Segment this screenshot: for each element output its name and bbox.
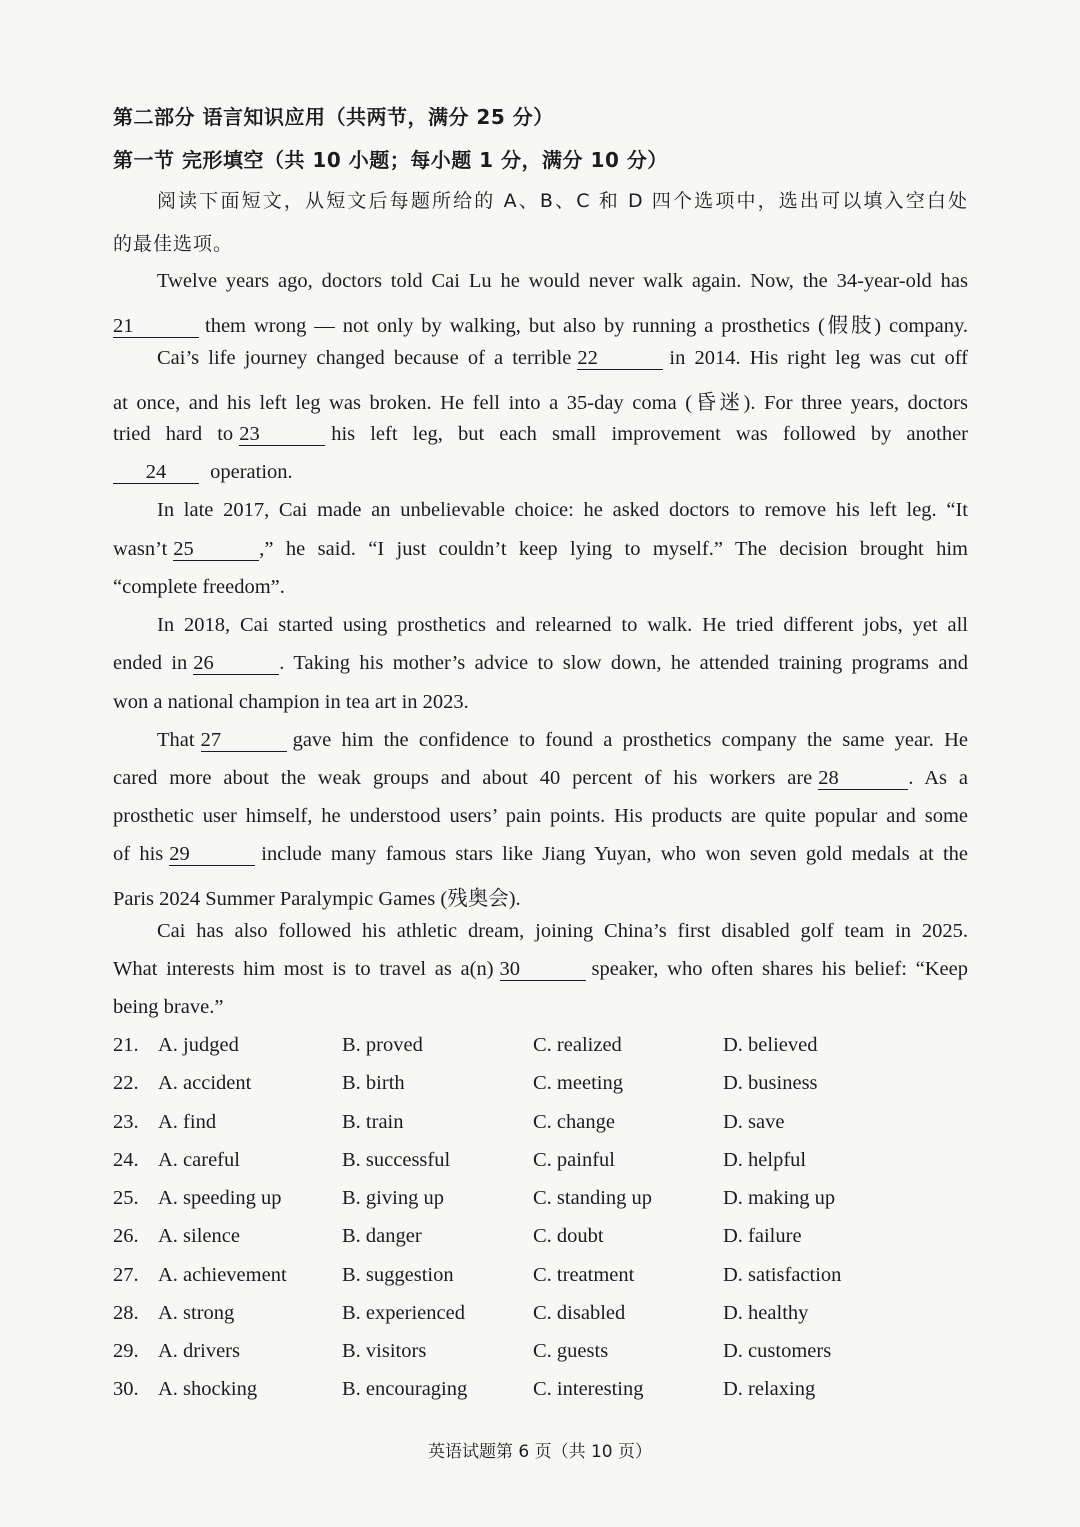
passage-line: Cai’s life journey changed because of a terrible 22 in 2014. His right leg was cut off <box>157 347 968 369</box>
option-d[interactable]: D. save <box>723 1111 785 1133</box>
passage-line: 21 them wrong — not only by walking, but also by running a prosthetics (假肢) company. <box>113 315 968 337</box>
blank-22: 22 <box>577 347 663 370</box>
passage-line: In 2018, Cai started using prosthetics and relearned to walk. He tried different jobs, yet all <box>157 614 968 636</box>
option-d[interactable]: D. satisfaction <box>723 1264 842 1286</box>
option-a[interactable]: A. find <box>158 1111 217 1133</box>
blank-23: 23 <box>239 423 325 446</box>
section-title: 第一节 完形填空（共 10 小题；每小题 1 分，满分 10 分） <box>113 148 668 172</box>
option-a[interactable]: A. speeding up <box>158 1187 282 1209</box>
question-row <box>113 1340 973 1370</box>
option-c[interactable]: C. meeting <box>533 1072 623 1094</box>
passage-line: of his 29 include many famous stars like Jiang Yuyan, who won seven gold medals at the <box>113 843 969 865</box>
option-d[interactable]: D. failure <box>723 1225 802 1247</box>
question-row <box>113 1072 973 1102</box>
option-b[interactable]: B. encouraging <box>342 1378 468 1400</box>
option-c[interactable]: C. guests <box>533 1340 609 1362</box>
question-row <box>113 1378 973 1408</box>
option-b[interactable]: B. visitors <box>342 1340 427 1362</box>
option-a[interactable]: A. accident <box>158 1072 252 1094</box>
blank-21: 21 <box>113 315 199 338</box>
question-row <box>113 1034 973 1064</box>
passage-line: prosthetic user himself, he understood users’ pain points. His products are quite popular and some <box>113 805 968 827</box>
option-c[interactable]: C. painful <box>533 1149 615 1171</box>
question-row <box>113 1149 973 1179</box>
question-row <box>113 1225 973 1255</box>
option-c[interactable]: C. standing up <box>533 1187 653 1209</box>
question-row <box>113 1187 973 1217</box>
question-number: 25. <box>113 1187 139 1209</box>
blank-30: 30 <box>500 958 586 981</box>
passage-line: cared more about the weak groups and about 40 percent of his workers are 28 . As a <box>113 767 969 789</box>
option-d[interactable]: D. customers <box>723 1340 832 1362</box>
option-a[interactable]: A. shocking <box>158 1378 258 1400</box>
option-a[interactable]: A. careful <box>158 1149 240 1171</box>
option-b[interactable]: B. danger <box>342 1225 422 1247</box>
option-b[interactable]: B. experienced <box>342 1302 465 1324</box>
passage-line: Cai has also followed his athletic dream, joining China’s first disabled golf team in 2025. <box>157 920 968 942</box>
option-a[interactable]: A. achievement <box>158 1264 287 1286</box>
passage-line: “complete freedom”. <box>113 576 285 598</box>
blank-24: 24 <box>113 461 199 484</box>
question-number: 22. <box>113 1072 139 1094</box>
passage-line: Paris 2024 Summer Paralympic Games (残奥会). <box>113 888 521 910</box>
option-d[interactable]: D. relaxing <box>723 1378 816 1400</box>
blank-26: 26 <box>193 652 279 675</box>
instruction-line: 的最佳选项。 <box>113 233 234 255</box>
question-number: 26. <box>113 1225 139 1247</box>
blank-25: 25 <box>173 538 259 561</box>
page-footer: 英语试题第 6 页（共 10 页） <box>427 1442 653 1462</box>
passage-line: at once, and his left leg was broken. He fell into a 35-day coma (昏迷). For three years, doctors <box>113 392 968 414</box>
option-b[interactable]: B. birth <box>342 1072 405 1094</box>
option-c[interactable]: C. doubt <box>533 1225 604 1247</box>
question-number: 30. <box>113 1378 139 1400</box>
part-title: 第二部分 语言知识应用（共两节，满分 25 分） <box>113 105 554 129</box>
option-a[interactable]: A. drivers <box>158 1340 240 1362</box>
blank-28: 28 <box>818 767 908 790</box>
option-c[interactable]: C. realized <box>533 1034 622 1056</box>
option-c[interactable]: C. disabled <box>533 1302 626 1324</box>
option-a[interactable]: A. judged <box>158 1034 239 1056</box>
option-b[interactable]: B. train <box>342 1111 404 1133</box>
passage-line: In late 2017, Cai made an unbelievable choice: he asked doctors to remove his left leg. “It <box>157 499 968 521</box>
option-a[interactable]: A. strong <box>158 1302 235 1324</box>
option-b[interactable]: B. successful <box>342 1149 451 1171</box>
option-d[interactable]: D. making up <box>723 1187 836 1209</box>
option-d[interactable]: D. healthy <box>723 1302 809 1324</box>
passage-line: wasn’t 25 ,” he said. “I just couldn’t keep lying to myself.” The decision brought him <box>113 538 968 560</box>
question-row <box>113 1111 973 1141</box>
passage-line: ended in 26 . Taking his mother’s advice to slow down, he attended training programs and <box>113 652 968 674</box>
option-c[interactable]: C. treatment <box>533 1264 635 1286</box>
option-d[interactable]: D. believed <box>723 1034 818 1056</box>
question-number: 29. <box>113 1340 139 1362</box>
option-b[interactable]: B. giving up <box>342 1187 444 1209</box>
option-d[interactable]: D. business <box>723 1072 818 1094</box>
question-row <box>113 1302 973 1332</box>
question-row <box>113 1264 973 1294</box>
option-c[interactable]: C. interesting <box>533 1378 644 1400</box>
question-number: 21. <box>113 1034 139 1056</box>
passage-line: won a national champion in tea art in 2023. <box>113 691 469 713</box>
passage-line: That 27 gave him the confidence to found a prosthetics company the same year. He <box>157 729 968 751</box>
option-c[interactable]: C. change <box>533 1111 615 1133</box>
blank-27: 27 <box>201 729 287 752</box>
instruction-line: 阅读下面短文，从短文后每题所给的 A、B、C 和 D 四个选项中，选出可以填入空白处 <box>157 190 968 212</box>
question-number: 24. <box>113 1149 139 1171</box>
passage-line: 24 operation. <box>113 461 968 484</box>
blank-29: 29 <box>169 843 255 866</box>
question-number: 28. <box>113 1302 139 1324</box>
question-number: 23. <box>113 1111 139 1133</box>
option-d[interactable]: D. helpful <box>723 1149 807 1171</box>
option-b[interactable]: B. suggestion <box>342 1264 454 1286</box>
passage-line: Twelve years ago, doctors told Cai Lu he would never walk again. Now, the 34-year-old has <box>157 270 968 292</box>
option-b[interactable]: B. proved <box>342 1034 423 1056</box>
question-number: 27. <box>113 1264 139 1286</box>
passage-line: being brave.” <box>113 996 224 1018</box>
passage-line: What interests him most is to travel as a(n) 30 speaker, who often shares his belief: “Keep <box>113 958 968 980</box>
option-a[interactable]: A. silence <box>158 1225 240 1247</box>
passage-line: tried hard to 23 his left leg, but each small improvement was followed by another <box>113 423 968 445</box>
